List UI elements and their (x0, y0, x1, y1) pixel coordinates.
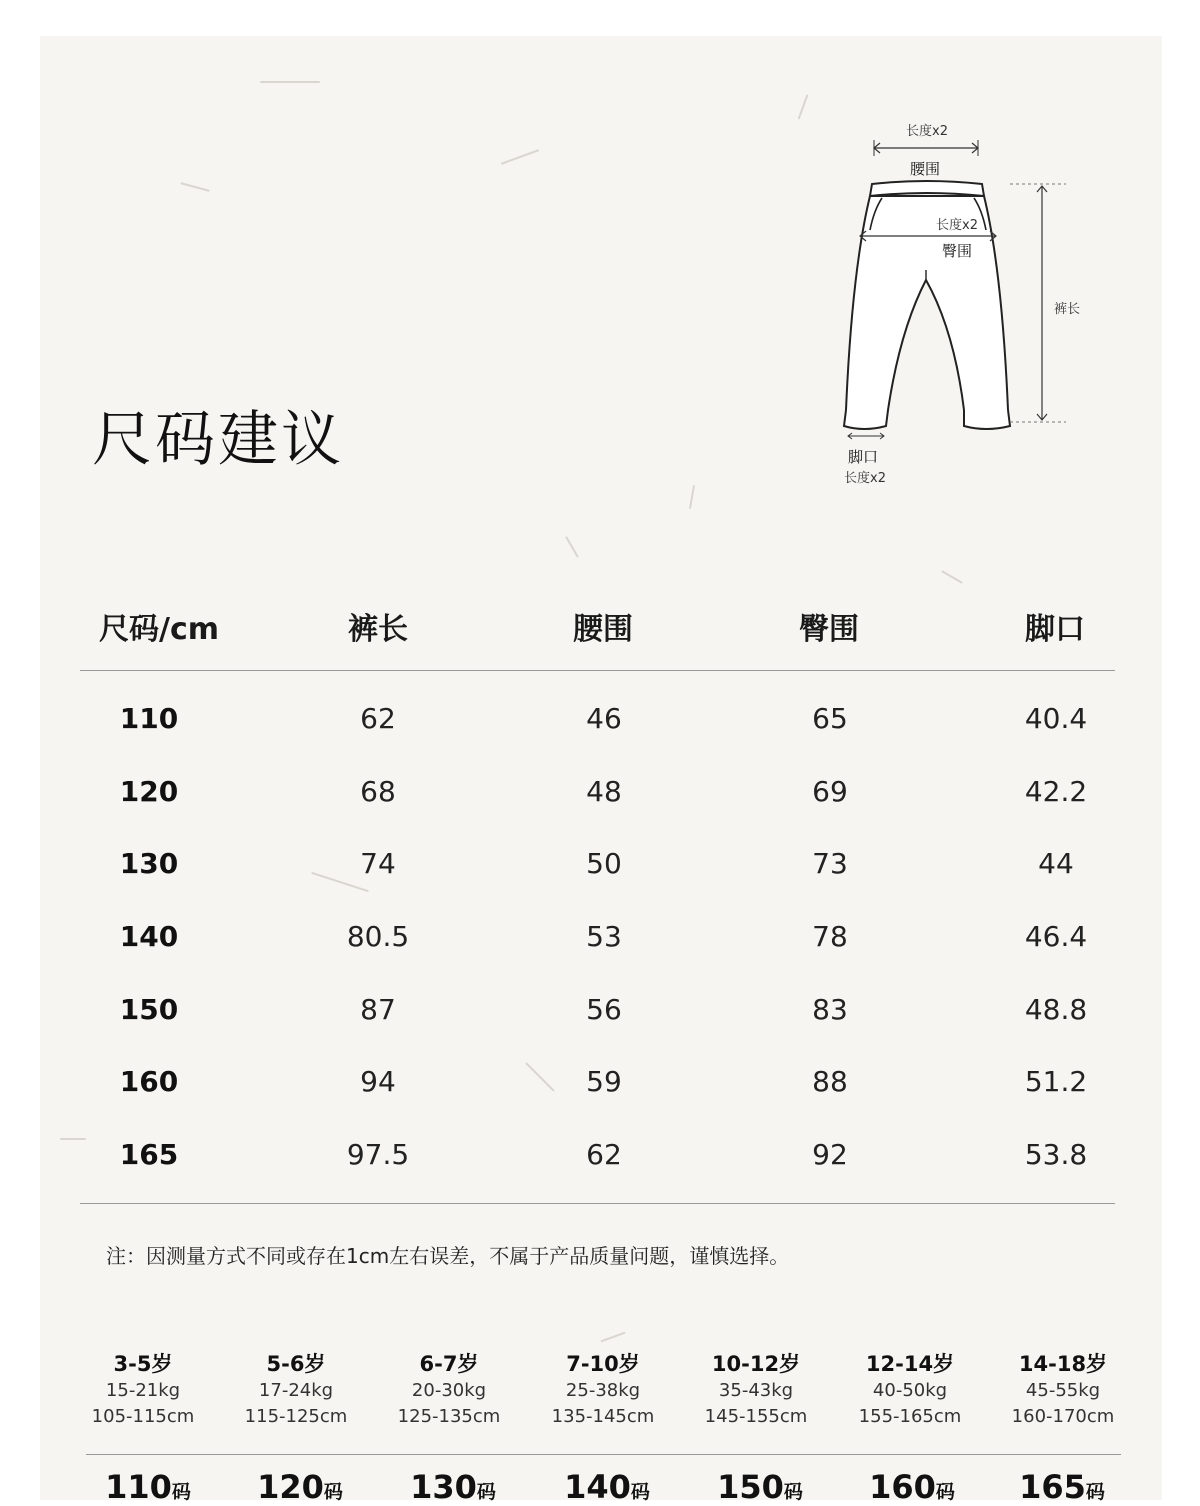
cell-waist: 59 (586, 1065, 622, 1098)
cell-hip: 73 (812, 847, 848, 880)
size-code (410, 1468, 496, 1506)
cell-waist: 48 (586, 775, 622, 808)
weight-range: 17-24kg (258, 1380, 334, 1401)
weight-range: 40-50kg (872, 1380, 948, 1401)
paper-speck (941, 570, 963, 584)
paper-speck (180, 182, 209, 192)
cell-hip: 92 (812, 1138, 848, 1171)
size-code-unit: 码 (935, 1481, 955, 1503)
cuff-length-label: 长度x2 (844, 471, 886, 486)
cell-size: 160 (119, 1065, 179, 1098)
cell-size: 150 (119, 993, 179, 1026)
height-range: 125-135cm (397, 1406, 501, 1427)
cell-waist: 46 (586, 702, 622, 735)
cell-hip: 69 (812, 775, 848, 808)
cell-cuff: 46.4 (1024, 920, 1088, 953)
size-code-number: 160 (869, 1468, 936, 1506)
paper-speck (260, 81, 320, 83)
table-row (80, 993, 1116, 1053)
cell-pants-length: 62 (360, 702, 396, 735)
cell-cuff: 42.2 (1024, 775, 1088, 808)
paper-speck (689, 485, 695, 509)
paper-speck (565, 536, 579, 558)
cell-pants-length: 68 (360, 775, 396, 808)
size-code-unit: 码 (171, 1481, 191, 1503)
age-range: 7-10岁 (566, 1352, 640, 1376)
header-hip: 臀围 (799, 612, 859, 647)
size-code-number: 140 (564, 1468, 631, 1506)
weight-range: 15-21kg (105, 1380, 181, 1401)
size-table-header (80, 600, 1116, 656)
cell-pants-length: 74 (360, 847, 396, 880)
weight-range: 35-43kg (718, 1380, 794, 1401)
size-code-number: 165 (1019, 1468, 1086, 1506)
table-row (80, 920, 1116, 980)
size-code-unit: 码 (783, 1481, 803, 1503)
header-cuff: 脚口 (1025, 612, 1085, 647)
cell-size: 165 (119, 1138, 179, 1171)
age-range: 12-14岁 (865, 1352, 955, 1376)
paper-speck (600, 1332, 625, 1343)
cell-size: 110 (119, 702, 179, 735)
cell-hip: 78 (812, 920, 848, 953)
cell-waist: 50 (586, 847, 622, 880)
cell-cuff: 51.2 (1024, 1065, 1088, 1098)
cell-hip: 83 (812, 993, 848, 1026)
weight-range: 45-55kg (1025, 1380, 1101, 1401)
cell-hip: 65 (812, 702, 848, 735)
cuff-label: 脚口 (848, 448, 879, 466)
size-code-unit: 码 (476, 1481, 496, 1503)
size-code-number: 130 (410, 1468, 477, 1506)
cell-cuff: 48.8 (1024, 993, 1088, 1026)
waist-label: 腰围 (910, 160, 941, 178)
cell-size: 130 (119, 847, 179, 880)
paper-speck (798, 94, 809, 119)
cell-pants-length: 87 (360, 993, 396, 1026)
age-guide-item (68, 1348, 218, 1430)
table-row (80, 1065, 1116, 1125)
size-code-number: 110 (105, 1468, 172, 1506)
pants-length-label: 裤长 (1054, 302, 1081, 317)
page-title: 尺码建议 (92, 405, 344, 475)
size-code (257, 1468, 343, 1506)
hip-label: 臀围 (942, 242, 973, 260)
measurement-note: 注：因测量方式不同或存在1cm左右误差，不属于产品质量问题，谨慎选择。 (106, 1244, 790, 1268)
header-pants-length: 裤长 (348, 612, 408, 647)
table-divider-bottom (80, 1203, 1115, 1204)
age-guide-item (374, 1348, 524, 1430)
waist-length-label: 长度x2 (906, 124, 948, 139)
age-guide-item (988, 1348, 1138, 1430)
table-divider-top (80, 670, 1115, 671)
height-range: 155-165cm (858, 1406, 962, 1427)
cell-hip: 88 (812, 1065, 848, 1098)
cell-waist: 62 (586, 1138, 622, 1171)
size-code (564, 1468, 650, 1506)
header-size: 尺码/cm (99, 612, 219, 647)
cell-size: 140 (119, 920, 179, 953)
size-code-unit: 码 (630, 1481, 650, 1503)
height-range: 105-115cm (91, 1406, 195, 1427)
size-code-number: 150 (717, 1468, 784, 1506)
height-range: 160-170cm (1011, 1406, 1115, 1427)
cell-waist: 56 (586, 993, 622, 1026)
size-code-unit: 码 (323, 1481, 343, 1503)
height-range: 115-125cm (244, 1406, 348, 1427)
age-guide-item (835, 1348, 985, 1430)
age-range: 3-5岁 (113, 1352, 173, 1376)
table-row (80, 702, 1116, 762)
table-row (80, 1138, 1116, 1198)
table-row (80, 775, 1116, 835)
cell-cuff: 44 (1038, 847, 1074, 880)
age-range: 6-7岁 (419, 1352, 479, 1376)
age-range: 10-12岁 (711, 1352, 801, 1376)
paper-speck (501, 149, 539, 165)
size-code (105, 1468, 191, 1506)
cell-cuff: 53.8 (1024, 1138, 1088, 1171)
size-code-unit: 码 (1085, 1481, 1105, 1503)
weight-range: 25-38kg (565, 1380, 641, 1401)
height-range: 145-155cm (704, 1406, 808, 1427)
cell-pants-length: 94 (360, 1065, 396, 1098)
size-code (869, 1468, 955, 1506)
age-guide-item (528, 1348, 678, 1430)
table-row (80, 847, 1116, 907)
cell-pants-length: 80.5 (346, 920, 410, 953)
hip-length-label: 长度x2 (936, 218, 978, 233)
age-range: 5-6岁 (266, 1352, 326, 1376)
header-waist: 腰围 (573, 612, 633, 647)
cell-waist: 53 (586, 920, 622, 953)
weight-range: 20-30kg (411, 1380, 487, 1401)
age-guide-divider (86, 1454, 1121, 1455)
cell-size: 120 (119, 775, 179, 808)
size-code (717, 1468, 803, 1506)
age-guide-item (681, 1348, 831, 1430)
age-range: 14-18岁 (1018, 1352, 1108, 1376)
pants-measurement-diagram (830, 110, 1110, 500)
age-guide-item (221, 1348, 371, 1430)
cell-pants-length: 97.5 (346, 1138, 410, 1171)
cell-cuff: 40.4 (1024, 702, 1088, 735)
height-range: 135-145cm (551, 1406, 655, 1427)
size-code-number: 120 (257, 1468, 324, 1506)
size-code (1019, 1468, 1105, 1506)
